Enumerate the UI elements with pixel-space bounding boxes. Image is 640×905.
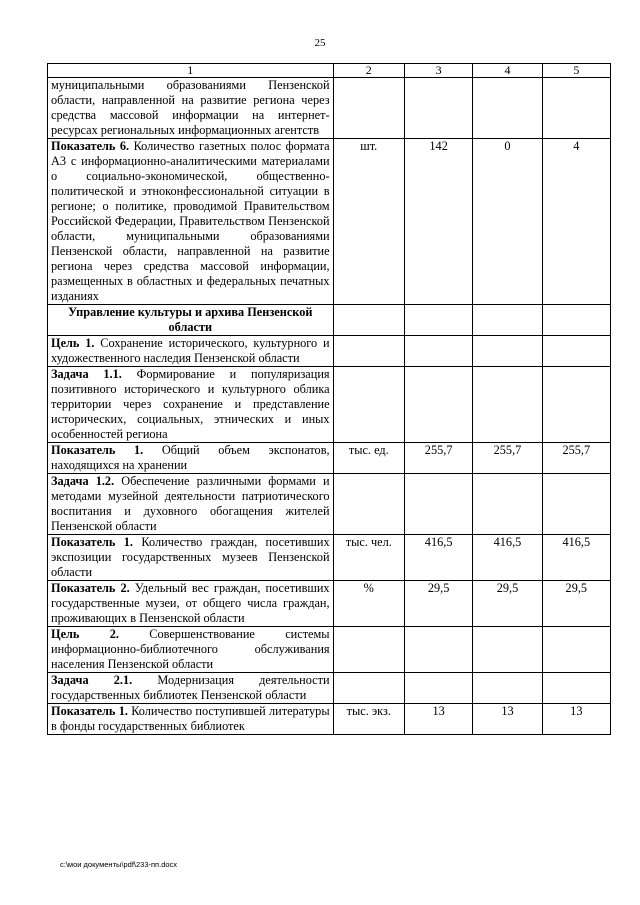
unit-cell: шт. [333, 139, 404, 305]
value-cell-2 [473, 673, 542, 704]
value-cell-3 [542, 336, 610, 367]
value-cell-1: 416,5 [404, 535, 472, 581]
row-label: Показатель 1. [51, 704, 128, 718]
value-cell-1: 142 [404, 139, 472, 305]
row-text [48, 474, 334, 535]
col-header-3: 3 [404, 64, 472, 78]
value-cell-1 [404, 627, 472, 673]
table-row [48, 474, 611, 535]
value-cell-2: 255,7 [473, 443, 542, 474]
row-text [48, 443, 334, 474]
page-number: 25 [314, 37, 326, 49]
table-row [48, 443, 611, 474]
row-text [48, 78, 334, 139]
section-row [48, 305, 611, 336]
indicators-table [47, 63, 611, 735]
value-cell-3 [542, 474, 610, 535]
col-header-2: 2 [333, 64, 404, 78]
row-description: Совершенствование системы информационно-библиотечного обслуживания населения Пензенской области [51, 627, 330, 671]
value-cell-2: 29,5 [473, 581, 542, 627]
value-cell-3: 416,5 [542, 535, 610, 581]
row-label: Показатель 2. [51, 581, 130, 595]
value-cell-2 [473, 627, 542, 673]
table-row [48, 704, 611, 735]
row-description: Количество поступившей литературы в фонды государственных библиотек [51, 704, 330, 733]
row-text [48, 673, 334, 704]
row-description: муниципальными образованиями Пензенской области, направленной на развитие региона через средства массовой информации на интернет-ресурсах региональных информационных агентств [51, 78, 330, 137]
row-label: Задача 2.1. [51, 673, 133, 687]
row-label: Цель 1. [51, 336, 95, 350]
section-title: Управление культуры и архива Пензенской области [48, 305, 334, 336]
value-cell-3 [542, 78, 610, 139]
row-text [48, 535, 334, 581]
row-description: Обеспечение различными формами и методами музейной деятельности патриотического воспитания и духовного обогащения жителей Пензенской области [51, 474, 330, 533]
value-cell-2: 416,5 [473, 535, 542, 581]
unit-cell: тыс. чел. [333, 535, 404, 581]
value-cell-3: 13 [542, 704, 610, 735]
row-text [48, 704, 334, 735]
row-label: Цель 2. [51, 627, 119, 641]
row-label: Показатель 1. [51, 443, 144, 457]
value-cell-2 [473, 78, 542, 139]
row-label: Задача 1.2. [51, 474, 115, 488]
row-label: Задача 1.1. [51, 367, 122, 381]
table-row [48, 581, 611, 627]
row-description: Количество граждан, посетивших экспозиции государственных музеев Пензенской области [51, 535, 330, 579]
col-header-1: 1 [48, 64, 334, 78]
table-row [48, 78, 611, 139]
unit-cell: тыс. экз. [333, 704, 404, 735]
unit-cell [333, 336, 404, 367]
value-cell-3 [542, 627, 610, 673]
value-cell-3: 29,5 [542, 581, 610, 627]
table-row [48, 673, 611, 704]
value-cell-2 [473, 336, 542, 367]
value-cell-1: 29,5 [404, 581, 472, 627]
row-description: Модернизация деятельности государственных библиотек Пензенской области [51, 673, 330, 702]
file-path-footer: c:\мои документы\pdf\233-пп.docx [60, 860, 178, 869]
row-text [48, 367, 334, 443]
value-cell-3 [542, 673, 610, 704]
col-header-5: 5 [542, 64, 610, 78]
row-text [48, 581, 334, 627]
table-row [48, 336, 611, 367]
unit-cell [333, 367, 404, 443]
value-cell-2: 0 [473, 139, 542, 305]
row-description: Количество газетных полос формата А3 с информационно-аналитическими материалами о социально-экономической, общественно-политической и этноконфессиональной ситуации в регионе; о политике, проводимой Правительством Российской Федерации, Правительством Пензенской области, муниципальными образованиями Пензенской области, направленной на развитие региона через средства массовой информации, размещенных в областных и федеральных печатных изданиях [51, 139, 330, 303]
value-cell-1 [404, 367, 472, 443]
table-row [48, 535, 611, 581]
table-row [48, 627, 611, 673]
unit-cell [333, 78, 404, 139]
row-description: Общий объем экспонатов, находящихся на хранении [51, 443, 330, 472]
unit-cell [333, 627, 404, 673]
row-text [48, 627, 334, 673]
row-description: Удельный вес граждан, посетивших государственные музеи, от общего числа граждан, проживающих в Пензенской области [51, 581, 330, 625]
value-cell-3: 255,7 [542, 443, 610, 474]
row-text [48, 139, 334, 305]
row-description: Формирование и популяризация позитивного исторического и культурного облика территории через сохранение и представление исторических, социальных, этнических и иных особенностей региона [51, 367, 330, 441]
row-text [48, 336, 334, 367]
value-cell-3 [542, 367, 610, 443]
row-label: Показатель 6. [51, 139, 130, 153]
value-cell-1 [404, 336, 472, 367]
value-cell-3: 4 [542, 139, 610, 305]
value-cell-1 [404, 78, 472, 139]
row-description: Сохранение исторического, культурного и художественного наследия Пензенской области [51, 336, 330, 365]
value-cell-1 [404, 673, 472, 704]
unit-cell [333, 673, 404, 704]
value-cell-2: 13 [473, 704, 542, 735]
value-cell-2 [473, 474, 542, 535]
unit-cell: % [333, 581, 404, 627]
unit-cell: тыс. ед. [333, 443, 404, 474]
unit-cell [333, 474, 404, 535]
value-cell-1 [404, 474, 472, 535]
row-label: Показатель 1. [51, 535, 134, 549]
table-row [48, 367, 611, 443]
value-cell-1: 13 [404, 704, 472, 735]
value-cell-2 [473, 367, 542, 443]
value-cell-1: 255,7 [404, 443, 472, 474]
table-row [48, 139, 611, 305]
header-row [48, 64, 611, 78]
col-header-4: 4 [473, 64, 542, 78]
